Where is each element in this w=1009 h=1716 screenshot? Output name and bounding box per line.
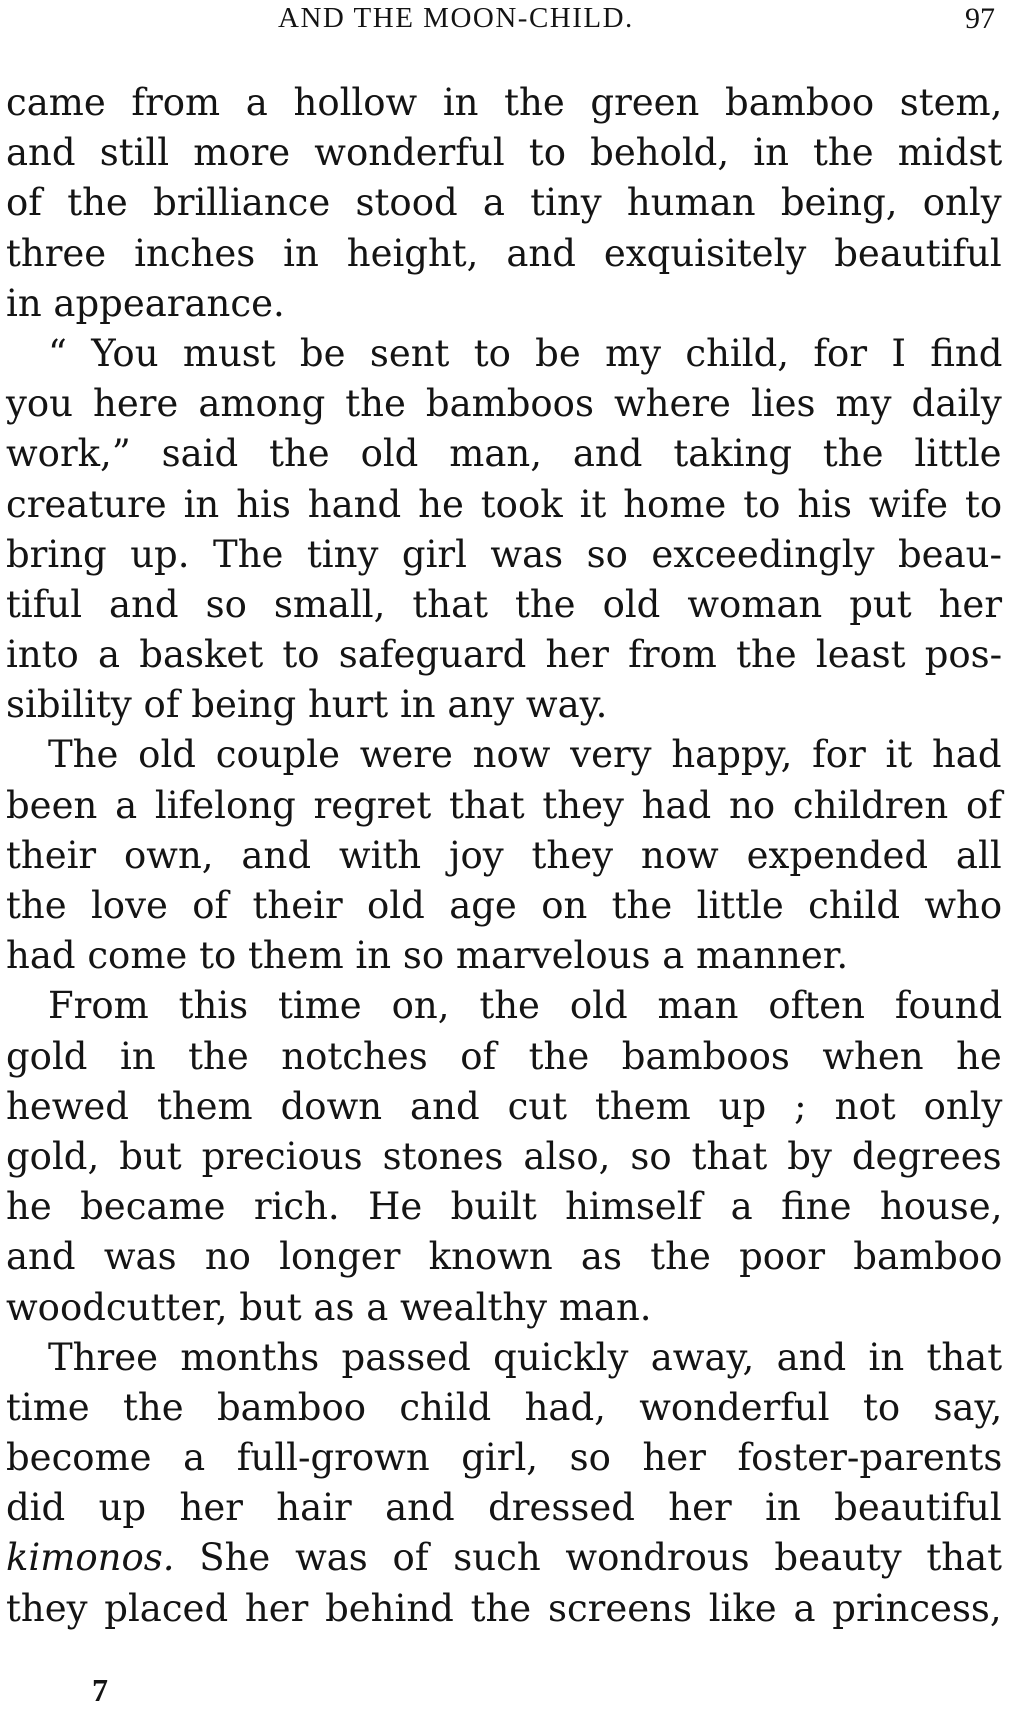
page-number: 97	[965, 2, 995, 35]
text-line: work,” said the old man, and taking the little	[6, 432, 1002, 476]
text-line: time the bamboo child had, wonderful to say,	[6, 1385, 1003, 1429]
text-line: become a full-grown girl, so her foster-parents	[6, 1436, 1003, 1480]
signature-mark: 7	[92, 1672, 108, 1708]
running-head	[0, 2, 1009, 42]
text-line: they placed her behind the screens like a princess,	[6, 1586, 1002, 1630]
text-line: three inches in height, and exquisitely beautiful	[6, 231, 1002, 275]
text-line: came from a hollow in the green bamboo stem,	[6, 81, 1003, 124]
body-text	[6, 78, 1004, 1634]
text-line: Three months passed quickly away, and in that	[48, 1335, 1003, 1379]
text-line: the love of their old age on the little child who	[6, 884, 1003, 927]
running-title: AND THE MOON-CHILD.	[278, 2, 634, 34]
italic-word: kimonos.	[6, 1536, 175, 1580]
text-line: “ You must be sent to be my child, for I find	[48, 331, 1003, 375]
text-line: you here among the bamboos where lies my daily	[6, 382, 1002, 426]
text-line: creature in his hand he took it home to his wife to	[6, 482, 1003, 526]
text-line: sibility of being hurt in any way.	[6, 683, 608, 727]
text-line: The old couple were now very happy, for it had	[48, 733, 1002, 777]
text-line: tiful and so small, that the old woman put her	[6, 582, 1003, 626]
text-line: of the brilliance stood a tiny human being, only	[6, 181, 1002, 225]
text-line: kimonos. She was of such wondrous beauty that	[6, 1536, 1003, 1580]
text-line: been a lifelong regret that they had no children of	[6, 783, 1002, 827]
text-line: woodcutter, but as a wealthy man.	[6, 1285, 652, 1329]
text-line: in appearance.	[6, 281, 285, 325]
text-line: into a basket to safeguard her from the least pos-	[6, 633, 1003, 677]
text-line: gold, but precious stones also, so that by degrees	[6, 1134, 1002, 1178]
text-line: and still more wonderful to behold, in the midst	[6, 131, 1003, 175]
text-line: and was no longer known as the poor bamboo	[6, 1235, 1003, 1279]
text-line: did up her hair and dressed her in beautiful	[6, 1486, 1002, 1530]
text-line: had come to them in so marvelous a manner.	[6, 934, 849, 978]
text-line: From this time on, the old man often found	[48, 984, 1003, 1028]
text-line: gold in the notches of the bamboos when he	[6, 1034, 1002, 1078]
text-line: their own, and with joy they now expended all	[6, 833, 1002, 877]
text-line: hewed them down and cut them up ; not only	[6, 1084, 1003, 1128]
text-line: he became rich. He built himself a fine house,	[6, 1185, 1003, 1229]
text-line: bring up. The tiny girl was so exceedingly beau-	[6, 532, 1002, 576]
